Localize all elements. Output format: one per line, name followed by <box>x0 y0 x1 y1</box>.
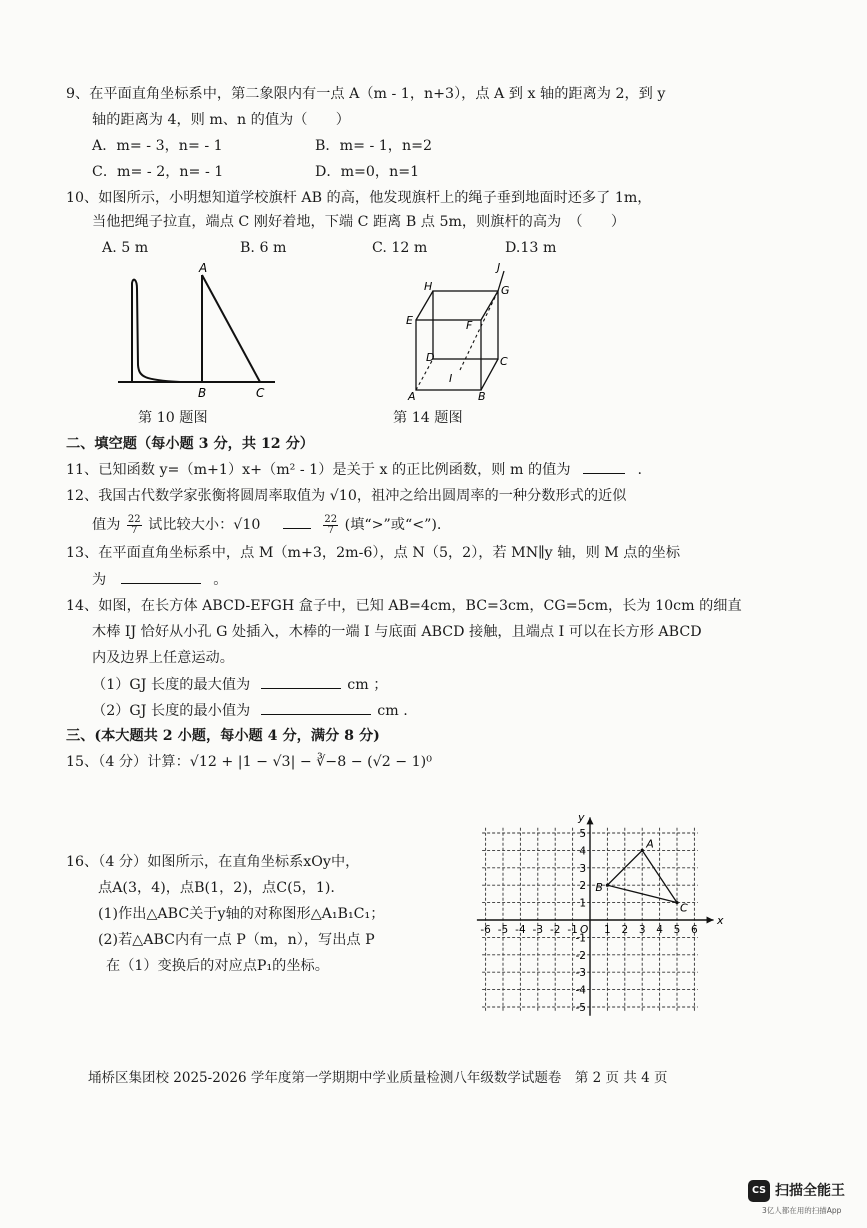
y-tick-label: 1 <box>579 897 586 910</box>
q12-fraction-1-den: 7 <box>131 524 138 536</box>
x-axis-label: x <box>717 914 724 927</box>
q14-line3: 内及边界上任意运动。 <box>92 650 234 666</box>
q9-option-c: C．m= - 2，n= - 1 <box>92 164 224 180</box>
q14-sub1-post: cm ； <box>347 677 388 693</box>
x-tick-label: 1 <box>604 924 611 936</box>
q13-line2-post: 。 <box>213 572 228 588</box>
q14-sub2-pre: （2）GJ 长度的最小值为 <box>92 703 251 719</box>
origin-label: O <box>580 924 589 936</box>
q14-sub1-answer-blank[interactable] <box>261 674 341 689</box>
y-tick-label: 5 <box>579 828 586 840</box>
q10-label-a: A <box>199 261 208 275</box>
y-tick-label: 4 <box>579 845 586 858</box>
x-tick-label: -6 <box>480 924 491 936</box>
q10-label-b: B <box>198 386 207 400</box>
x-tick-label: 2 <box>621 924 629 936</box>
x-tick-label: -3 <box>532 924 544 936</box>
q14-line1: 14、如图，在长方体 ABCD-EFGH 盒子中，已知 AB=4cm，BC=3cm，CG=5cm，长为 10cm 的细直 <box>66 598 742 614</box>
q10-label-c: C <box>256 386 265 400</box>
x-tick-label: -1 <box>567 924 578 936</box>
x-tick-label: 6 <box>691 924 698 936</box>
q13-answer-blank[interactable] <box>121 569 201 584</box>
point-label-c: C <box>680 901 688 915</box>
cs-logo-icon: CS <box>748 1180 770 1202</box>
q9-line2: 轴的距离为 4，则 m、n 的值为（ ） <box>92 112 350 128</box>
q14-sub1 <box>92 674 387 695</box>
x-tick-label: 4 <box>656 924 663 936</box>
q11 <box>66 459 642 480</box>
q12-line2 <box>92 513 441 537</box>
q11-answer-blank[interactable] <box>583 459 625 474</box>
x-tick-label: -4 <box>515 924 526 936</box>
q16-line2: 点A(3，4)，点B(1，2)，点C(5，1). <box>98 880 335 896</box>
q12-line2-mid: 试比较大小：√10 <box>148 517 261 533</box>
q14-label-g: G <box>501 284 510 297</box>
x-tick-label: -2 <box>549 924 561 936</box>
q12-fraction-1-num: 22 <box>127 513 141 525</box>
x-tick-label: -5 <box>497 924 509 936</box>
q10-option-a: A. 5 m <box>102 240 149 256</box>
q14-label-a: A <box>408 390 416 403</box>
q14-label-h: H <box>424 280 433 293</box>
q14-cuboid-figure <box>400 258 525 403</box>
y-tick-label: 3 <box>579 862 586 875</box>
q14-label-f: F <box>466 319 473 332</box>
q9-option-a: A．m= - 3，n= - 1 <box>92 138 223 154</box>
section-3-title: 三、(本大题共 2 小题，每小题 4 分，满分 8 分) <box>66 728 380 744</box>
point-a <box>641 849 644 852</box>
q10-figure-caption: 第 10 题图 <box>138 410 208 426</box>
q14-label-b: B <box>478 390 486 403</box>
q16-line4: (2)若△ABC内有一点 P（m，n），写出点 P <box>98 932 375 948</box>
page-footer: 埇桥区集团校 2025-2026 学年度第一学期期中学业质量检测八年级数学试题卷 第 2 页 共 4 页 <box>88 1070 668 1086</box>
point-c <box>675 901 678 904</box>
y-axis-label: y <box>578 810 585 824</box>
q14-sub2-post: cm . <box>377 703 408 719</box>
q14-label-j: J <box>497 261 501 274</box>
q13-line1: 13、在平面直角坐标系中，点 M（m+3，2m-6），点 N（5，2），若 MN∥y 轴，则 M 点的坐标 <box>66 545 681 561</box>
q12-fraction-2-num: 22 <box>324 513 338 525</box>
q12-fraction-2-den: 7 <box>327 524 334 536</box>
y-axis-arrow-icon <box>587 817 594 824</box>
q14-label-e: E <box>406 314 413 327</box>
q15: 15、（4 分）计算：√12 + |1 − √3| − ∛−8 − (√2 − 1)⁰ <box>66 754 432 770</box>
y-tick-label: -5 <box>575 1002 586 1014</box>
q14-label-c: C <box>500 355 508 368</box>
q11-tail: . <box>637 462 643 478</box>
y-tick-label: -1 <box>575 932 586 945</box>
q10-flagpole-figure <box>110 255 290 405</box>
q10-option-d: D.13 m <box>505 240 557 256</box>
q12-answer-blank[interactable] <box>283 514 311 529</box>
q11-text: 11、已知函数 y=（m+1）x+（m² - 1）是关于 x 的正比例函数，则 m 的值为 <box>66 462 571 478</box>
q14-sub2 <box>92 700 408 721</box>
x-axis-arrow-icon <box>707 917 714 924</box>
q12-line1: 12、我国古代数学家张衡将圆周率取值为 √10，祖冲之给出圆周率的一种分数形式的近似 <box>66 488 627 504</box>
brand-name: 扫描全能王 <box>775 1183 845 1199</box>
y-tick-label: -2 <box>575 949 586 962</box>
y-tick-label: -4 <box>575 984 586 997</box>
q14-figure-caption: 第 14 题图 <box>393 410 463 426</box>
q13-line2 <box>92 569 227 590</box>
x-tick-label: 3 <box>638 924 646 936</box>
q12-fraction-2 <box>323 515 338 536</box>
q14-line2: 木棒 IJ 恰好从小孔 G 处插入，木棒的一端 I 与底面 ABCD 接触，且端点 I 可以在长方形 ABCD <box>92 624 702 640</box>
x-tick-label: 5 <box>673 924 681 936</box>
q14-sub2-answer-blank[interactable] <box>261 700 371 715</box>
q9-option-b: B．m= - 1，n=2 <box>315 138 433 154</box>
q10-line1: 10、如图所示，小明想知道学校旗杆 AB 的高，他发现旗杆上的绳子垂到地面时还多了 1m， <box>66 190 652 206</box>
point-b <box>606 884 609 887</box>
q10-option-b: B. 6 m <box>240 240 287 256</box>
q10-option-c: C. 12 m <box>372 240 428 256</box>
q16-coordinate-grid <box>476 810 724 1024</box>
q10-line2: 当他把绳子拉直，端点 C 刚好着地，下端 C 距离 B 点 5m，则旗杆的高为 （ ） <box>92 214 626 230</box>
scanner-brand-watermark <box>748 1178 860 1214</box>
q12-line2-pre: 值为 <box>92 517 121 533</box>
point-label-b: B <box>595 881 603 895</box>
y-tick-label: -3 <box>575 967 586 980</box>
q14-label-d: D <box>426 351 435 364</box>
brand-tagline: 3亿人都在用的扫描App <box>762 1206 842 1215</box>
q16-line3: (1)作出△ABC关于y轴的对称图形△A₁B₁C₁； <box>98 906 385 922</box>
q9-line1: 9、在平面直角坐标系中，第二象限内有一点 A（m - 1，n+3），点 A 到 x 轴的距离为 2，到 y <box>66 86 666 102</box>
y-tick-label: 2 <box>579 880 586 893</box>
q16-line1: 16、（4 分）如图所示，在直角坐标系xOy中， <box>66 854 360 870</box>
q12-line2-post: (填“>”或“<”). <box>344 517 442 533</box>
q14-label-i: I <box>449 372 453 385</box>
q13-line2-pre: 为 <box>92 572 107 588</box>
q16-line5: 在（1）变换后的对应点P₁的坐标。 <box>106 958 329 974</box>
q12-fraction-1 <box>127 515 142 536</box>
section-2-title: 二、填空题（每小题 3 分，共 12 分） <box>66 436 314 452</box>
q9-option-d: D．m=0，n=1 <box>315 164 420 180</box>
point-label-a: A <box>646 837 654 851</box>
q14-sub1-pre: （1）GJ 长度的最大值为 <box>92 677 251 693</box>
